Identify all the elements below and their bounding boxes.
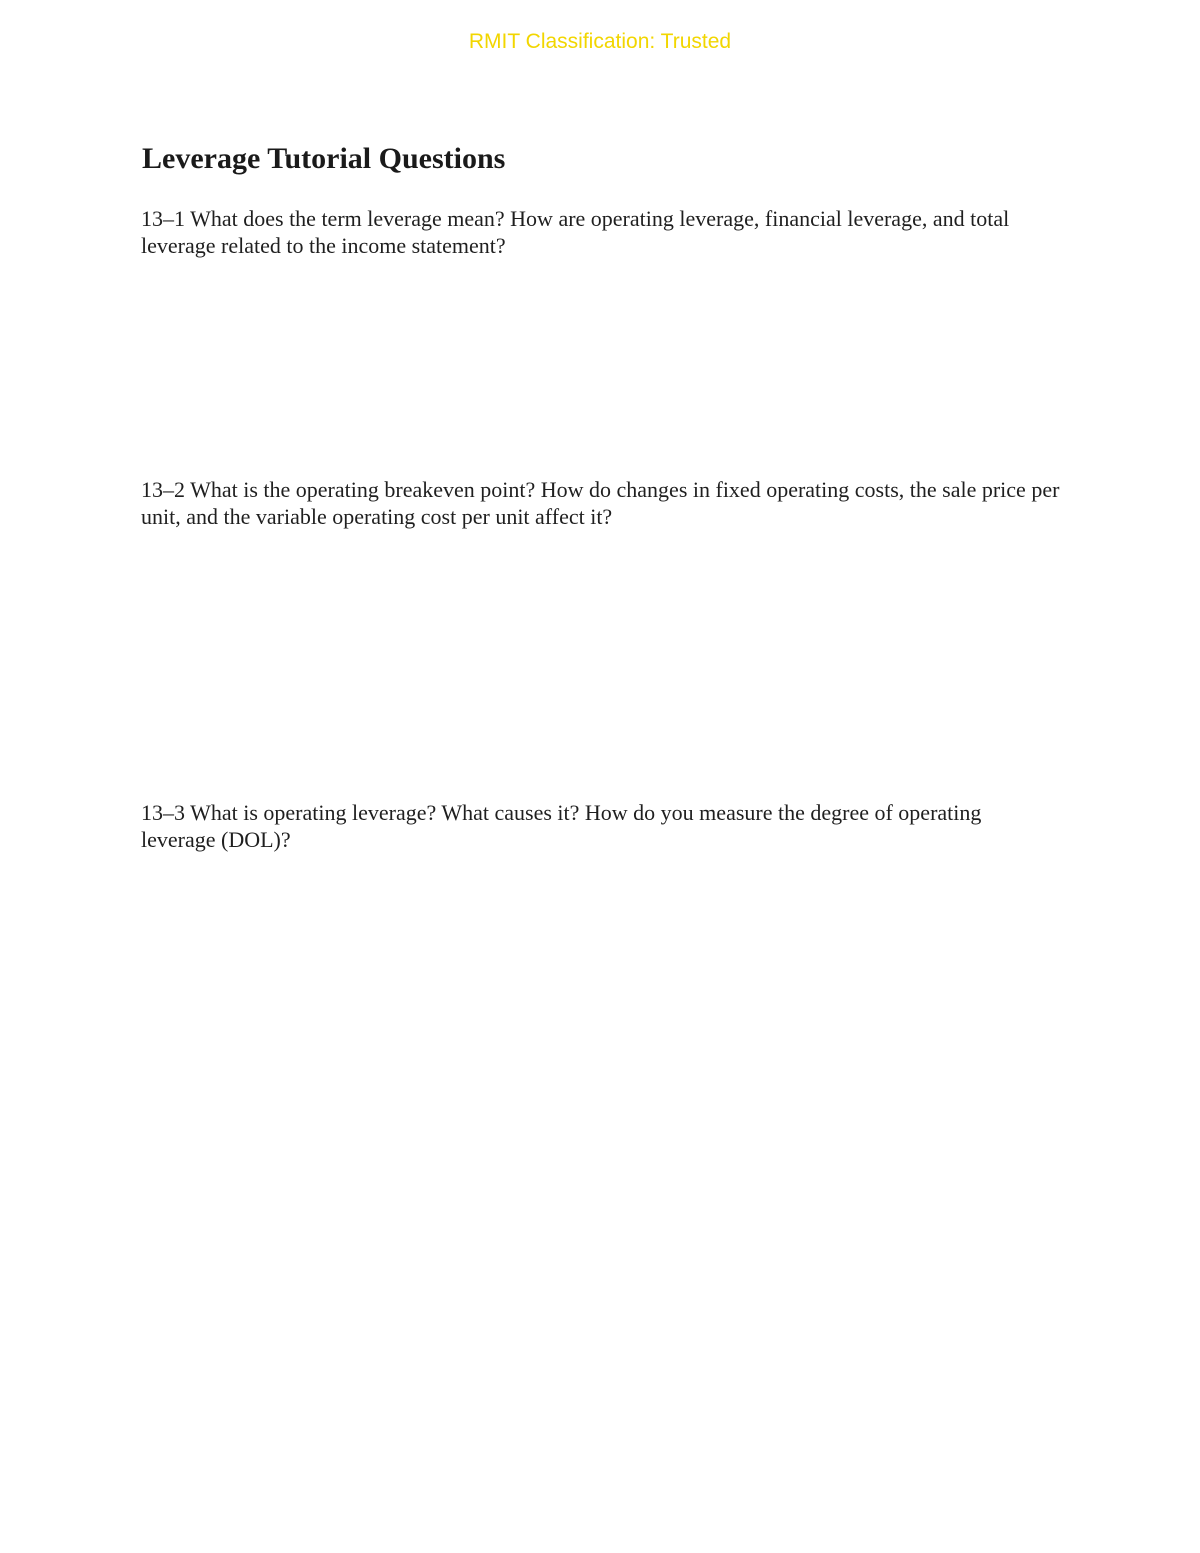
question-13-1: 13–1 What does the term leverage mean? How are operating leverage, financial leverage, and total leverage related to the income statement? bbox=[141, 206, 1010, 258]
question-13-2: 13–2 What is the operating breakeven point? How do changes in fixed operating costs, the sale price per unit, and the variable operating cost per unit affect it? bbox=[141, 477, 1060, 529]
classification-label: RMIT Classification: Trusted bbox=[468, 30, 732, 53]
question-13-3: 13–3 What is operating leverage? What causes it? How do you measure the degree of operating leverage (DOL)? bbox=[141, 800, 982, 852]
page-title: Leverage Tutorial Questions bbox=[142, 142, 506, 175]
